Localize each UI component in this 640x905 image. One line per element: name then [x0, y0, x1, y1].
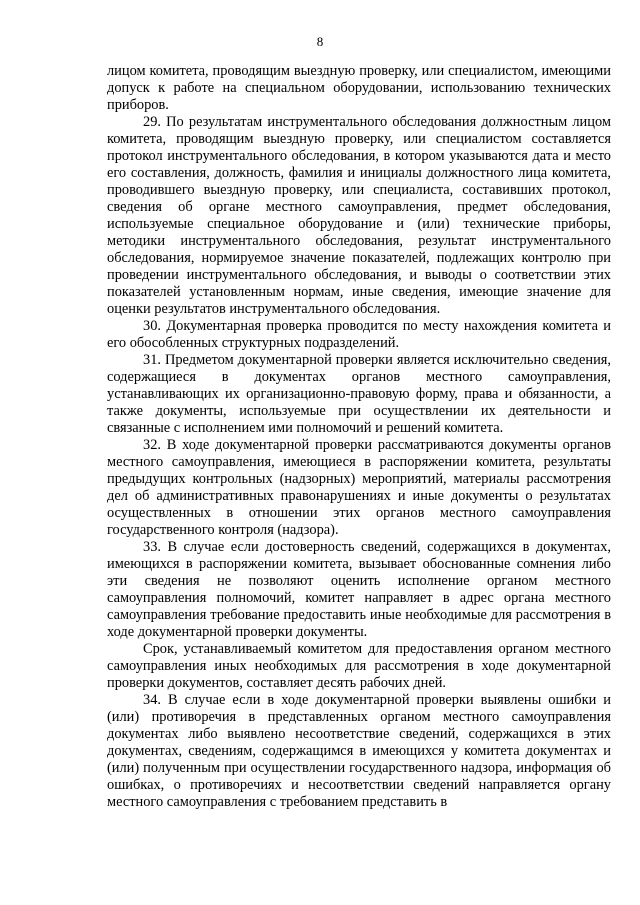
paragraph-33: 33. В случае если достоверность сведений, содержащихся в документах, имеющихся в распоряжении комитета, вызывает обоснованные сомнения либо эти сведения не позволяют оценить исполнение органом местного самоуправления полномочий, комитет направляет в адрес органа местного самоуправления требование предоставить иные необходимые для рассмотрения в ходе документарной проверки документы. — [107, 539, 611, 640]
paragraph-30: 30. Документарная проверка проводится по месту нахождения комитета и его обособленных структурных подразделений. — [107, 318, 611, 351]
paragraph-29: 29. По результатам инструментального обследования должностным лицом комитета, проводящим выездную проверку, или специалистом составляется протокол инструментального обследования, в котором указываются дата и место его составления, должность, фамилия и инициалы должностного лица комитета, проводившего выездную проверку, или специалиста, составивших протокол, сведения об органе местного самоуправления, предмет обследования, используемые специальное оборудование и (или) технические приборы, методики инструментального обследования, результат инструментального обследования, нормируемое значение показателей, подлежащих контролю при проведении инструментального обследования, и выводы о соответствии этих показателей установленным нормам, иные сведения, имеющие значение для оценки результатов инструментального обследования. — [107, 114, 611, 317]
paragraph-34: 34. В случае если в ходе документарной проверки выявлены ошибки и (или) противоречия в представленных органом местного самоуправления документах либо выявлено несоответствие сведений, содержащихся в этих документах, сведениям, содержащимся в имеющихся у комитета документах и (или) полученным при осуществлении государственного надзора, информация об ошибках, о противоречиях и несоответствии сведений направляется органу местного самоуправления с требованием представить в — [107, 692, 611, 810]
page-number: 8 — [316, 34, 324, 49]
paragraph-31: 31. Предметом документарной проверки является исключительно сведения, содержащиеся в документах органов местного самоуправления, устанавливающих их организационно-правовую форму, права и обязанности, а также документы, используемые при осуществлении их деятельности и связанные с исполнением ими полномочий и решений комитета. — [107, 352, 611, 436]
document-body — [107, 63, 611, 811]
paragraph-32: 32. В ходе документарной проверки рассматриваются документы органов местного самоуправления, имеющиеся в распоряжении комитета, результаты предыдущих контрольных (надзорных) мероприятий, материалы рассмотрения дел об административных правонарушениях и иные документы о результатах осуществленных в отношении этих органов местного самоуправления государственного контроля (надзора). — [107, 437, 611, 538]
paragraph-33-deadline: Срок, устанавливаемый комитетом для предоставления органом местного самоуправления иных необходимых для рассмотрения в ходе документарной проверки документов, составляет десять рабочих дней. — [107, 641, 611, 691]
paragraph-continuation: лицом комитета, проводящим выездную проверку, или специалистом, имеющими допуск к работе на специальном оборудовании, использованию технических приборов. — [107, 63, 611, 113]
